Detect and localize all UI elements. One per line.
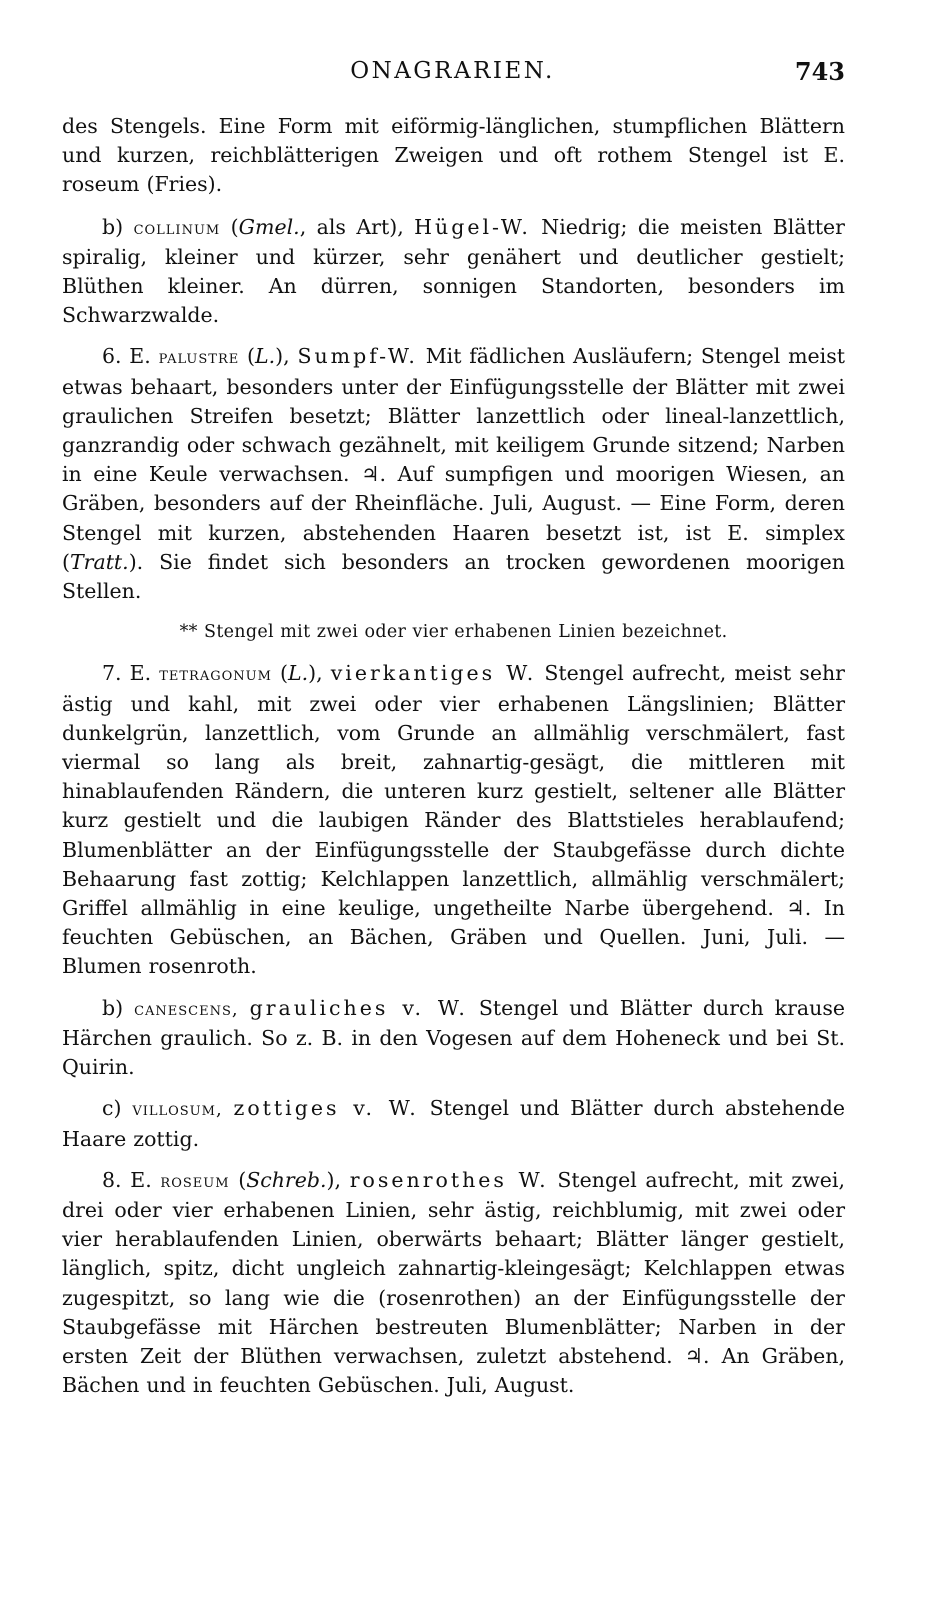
taxon-name: tetragonum	[159, 664, 272, 686]
author-name: Schreb.	[246, 1167, 327, 1192]
taxon-name: roseum	[160, 1170, 230, 1192]
author-name: L.	[255, 344, 276, 369]
common-name: Sumpf-W.	[297, 344, 418, 369]
section-subheading: ** Stengel mit zwei oder vier erhabenen Linien bezeichnet.	[179, 622, 728, 643]
paragraph-variety-canescens: b) canescens, grauliches v. W. Stengel und Blätter durch krause Härchen graulich. So z. B. in den Vogesen auf dem Hoheneck und bei St. Quirin.	[62, 995, 845, 1080]
running-title: ONAGRARIEN.	[350, 58, 555, 84]
taxon-name: villosum,	[132, 1099, 223, 1121]
taxon-name: canescens,	[134, 998, 239, 1020]
paragraph-species-tetragonum: 7. E. tetragonum (L.), vierkantiges W. Stengel aufrecht, meist sehr ästig und kahl, mit zwei oder vier erhabenen Längslinien; Blätter dunkelgrün, lanzettlich, vom Grunde an allmählig verschmälert, fast viermal so lang als breit, zahnartig-gesägt, die mittleren mit hinablaufenden Rändern, die unteren kurz gestielt, seltener alle Blätter kurz gestielt und die laubigen Ränder des Blattstieles herablaufend; Blumenblätter an der Einfügungsstelle der Staubgefässe durch dichte Behaarung fast zottig; Kelchlappen lanzettlich, allmählig verschmälert; Griffel allmählig in eine keulige, ungetheilte Narbe übergehend. ♃. In feuchten Gebüschen, an Bächen, Gräben und Quellen. Juni, Juli. — Blumen rosenroth.	[62, 661, 845, 979]
paragraph-species-palustre: 6. E. palustre (L.), Sumpf-W. Mit fädlichen Ausläufern; Stengel meist etwas behaart, besonders unter der Einfügungsstelle der Blätter mit zwei graulichen Streifen besetzt; Blätter lanzettlich oder lineal-lanzettlich, ganzrandig oder schwach gezähnelt, mit keiligem Grunde sitzend; Narben in eine Keule verwachsen. ♃. Auf sumpfigen und moorigen Wiesen, an Gräben, besonders auf der Rheinfläche. Juli, August. — Eine Form, deren Stengel mit kurzen, abstehenden Haaren besetzt ist, ist E. simplex (Tratt.). Sie findet sich besonders an trocken gewordenen moorigen Stellen.	[62, 344, 845, 604]
common-name: zottiges v. W.	[233, 1096, 419, 1121]
author-name: Gmel.	[238, 214, 300, 239]
paragraph-variety-villosum: c) villosum, zottiges v. W. Stengel und Blätter durch abstehende Haare zottig.	[62, 1096, 845, 1151]
common-name: grauliches v. W.	[249, 995, 468, 1020]
paragraph-variety-collinum: b) collinum (Gmel., als Art), Hügel-W. Niedrig; die meisten Blätter spiralig, kleiner und kürzer, sehr genähert und deutlicher gestielt; Blüthen kleiner. An dürren, sonnigen Standorten, besonders im Schwarzwalde.	[62, 214, 845, 328]
page-number: 743	[794, 57, 845, 86]
taxon-name: palustre	[158, 347, 240, 369]
paragraph-continuation: des Stengels. Eine Form mit eiförmig-länglichen, stumpflichen Blättern und kurzen, reichblätterigen Zweigen und oft rothem Stengel ist E. roseum (Fries).	[62, 114, 845, 197]
body-text	[62, 112, 845, 1412]
common-name: rosenrothes W.	[349, 1167, 549, 1192]
common-name: vierkantiges W.	[330, 661, 537, 686]
author-name: Tratt.	[70, 549, 129, 574]
paragraph-species-roseum: 8. E. roseum (Schreb.), rosenrothes W. Stengel aufrecht, mit zwei, drei oder vier erhabenen Linien, sehr ästig, reichblumig, mit zwei oder vier herablaufenden Linien, oberwärts behaart; Blätter länger gestielt, länglich, spitz, dicht ungleich zahnartig-kleingesägt; Kelchlappen etwas zugespitzt, so lang wie die (rosenrothen) an der Einfügungsstelle der Staubgefässe mit Härchen bestreuten Blumenblätter; Narben in der ersten Zeit der Blüthen verwachsen, zuletzt abstehend. ♃. An Gräben, Bächen und in feuchten Gebüschen. Juli, August.	[62, 1167, 845, 1398]
page-header	[60, 58, 845, 90]
common-name: Hügel-W.	[414, 214, 531, 239]
taxon-name: collinum	[133, 217, 221, 239]
author-name: L.	[287, 661, 309, 686]
